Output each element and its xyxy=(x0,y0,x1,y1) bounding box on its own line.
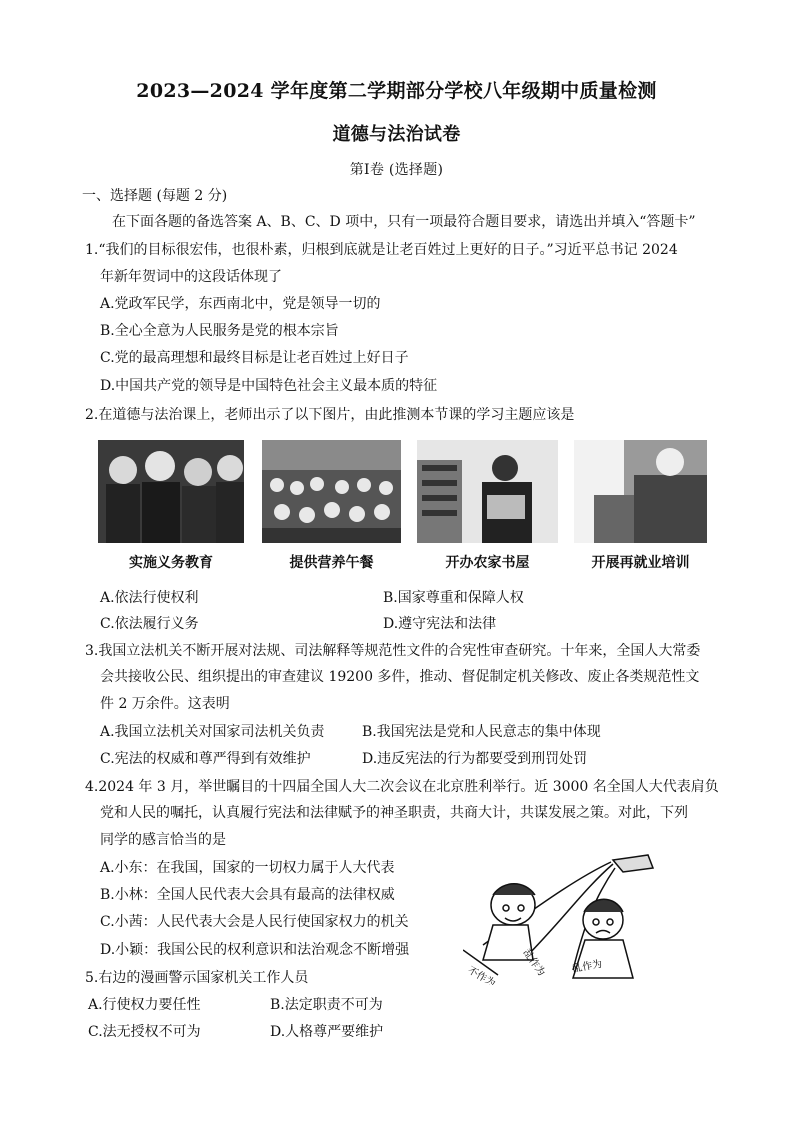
cartoon-label-3: 不作为 xyxy=(465,965,497,985)
question-5-option-a: A.行使权力要任性 xyxy=(88,997,201,1013)
question-2-option-a: A.依法行使权利 xyxy=(100,590,199,606)
cartoon-label-2: 乱作为 xyxy=(571,958,604,975)
cartoon-label-1: 乱作为 xyxy=(520,947,547,979)
caption-compulsory-education: 实施义务教育 xyxy=(129,555,213,571)
question-4-option-d: D.小颖：我国公民的权利意识和法治观念不断增强 xyxy=(100,942,410,958)
photo-lunch xyxy=(262,440,401,543)
question-2-stem: 2.在道德与法治课上，老师出示了以下图片，由此推测本节课的学习主题应该是 xyxy=(85,407,575,423)
question-4-stem: 4.2024 年 3 月，举世瞩目的十四届全国人大二次会议在北京胜利举行。近 3000 名全国人大代表肩负 xyxy=(85,779,719,795)
question-4-option-c: C.小茜：人民代表大会是人民行使国家权力的机关 xyxy=(100,914,409,930)
exam-subtitle: 道德与法治试卷 xyxy=(332,124,461,145)
question-5-option-d: D.人格尊严要维护 xyxy=(270,1024,384,1040)
photo-bookhouse xyxy=(417,440,558,543)
question-4-option-a: A.小东：在我国，国家的一切权力属于人大代表 xyxy=(100,860,395,876)
question-1-stem-cont: 年新年贺词中的这段话体现了 xyxy=(100,269,282,285)
question-1-option-b: B.全心全意为人民服务是党的根本宗旨 xyxy=(100,323,339,339)
question-4-stem-cont: 党和人民的嘱托，认真履行宪法和法律赋予的神圣职责，共商大计，共谋发展之策。对此，下列 xyxy=(100,805,688,821)
question-3-option-a: A.我国立法机关对国家司法机关负责 xyxy=(100,724,325,740)
question-5-option-b: B.法定职责不可为 xyxy=(270,997,383,1013)
question-3-stem: 3.我国立法机关不断开展对法规、司法解释等规范性文件的合宪性审查研究。十年来，全国人大常委 xyxy=(85,643,701,659)
question-1-stem: 1.“我们的目标很宏伟，也很朴素，归根到底就是让老百姓过上更好的日子。”习近平总书记 2024 xyxy=(85,242,678,258)
question-2-option-b: B.国家尊重和保障人权 xyxy=(383,590,524,606)
question-1-option-d: D.中国共产党的领导是中国特色社会主义最本质的特征 xyxy=(100,378,438,394)
question-2-option-c: C.依法履行义务 xyxy=(100,616,199,632)
photo-students xyxy=(98,440,244,543)
question-2-option-d: D.遵守宪法和法律 xyxy=(383,616,497,632)
question-5-stem: 5.右边的漫画警示国家机关工作人员 xyxy=(85,970,309,986)
question-5-option-c: C.法无授权不可为 xyxy=(88,1024,201,1040)
question-3-option-c: C.宪法的权威和尊严得到有效维护 xyxy=(100,751,311,767)
question-3-option-d: D.违反宪法的行为都要受到刑罚处罚 xyxy=(362,751,588,767)
question-3-stem-cont: 会共接收公民、组织提出的审查建议 19200 多件，推动、督促制定机关修改、废止各类规范性文 xyxy=(100,669,700,685)
question-4-stem-cont2: 同学的感言恰当的是 xyxy=(100,832,226,848)
caption-nutrition-lunch: 提供营养午餐 xyxy=(289,555,374,571)
question-3-option-b: B.我国宪法是党和人民意志的集中体现 xyxy=(362,724,601,740)
question-4-option-b: B.小林：全国人民代表大会具有最高的法律权威 xyxy=(100,887,395,903)
photo-training xyxy=(574,440,707,543)
part-label: 第Ⅰ卷 (选择题) xyxy=(349,162,444,178)
question-3-stem-cont2: 件 2 万余件。这表明 xyxy=(100,696,230,712)
question-1-option-c: C.党的最高理想和最终目标是让老百姓过上好日子 xyxy=(100,350,409,366)
question-1-option-a: A.党政军民学，东西南北中，党是领导一切的 xyxy=(100,296,381,312)
caption-reemployment-training: 开展再就业培训 xyxy=(591,555,690,571)
caption-farm-bookhouse: 开办农家书屋 xyxy=(445,555,530,571)
exam-title: 2023—2024 学年度第二学期部分学校八年级期中质量检测 xyxy=(136,80,657,102)
section-heading: 一、选择题 (每题 2 分) xyxy=(82,188,228,204)
cartoon-illustration xyxy=(463,850,658,985)
section-instruction: 在下面各题的备选答案 A、B、C、D 项中，只有一项最符合题目要求，请选出并填入“答题卡” xyxy=(112,214,696,230)
